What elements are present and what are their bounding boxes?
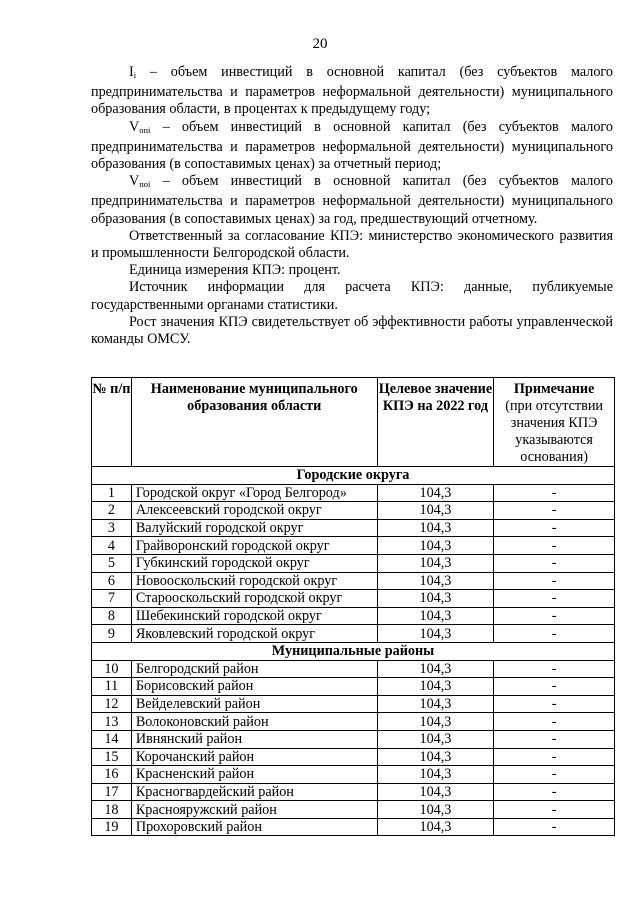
table-row (92, 818, 615, 836)
row-name: Грайворонский городской округ (131, 537, 377, 555)
row-number: 9 (92, 625, 132, 643)
row-note: - (494, 660, 615, 678)
row-number: 5 (92, 554, 132, 572)
header-note-text: (при отсутствии значения КПЭ указываются основания) (505, 398, 604, 465)
row-value: 104,3 (377, 713, 494, 731)
row-name: Вейделевский район (131, 695, 377, 713)
row-note: - (494, 678, 615, 696)
paragraph (91, 314, 613, 348)
row-value: 104,3 (377, 748, 494, 766)
row-name: Красногвардейский район (131, 783, 377, 801)
table-row (92, 678, 615, 696)
row-name: Корочанский район (131, 748, 377, 766)
row-name: Старооскольский городской округ (131, 590, 377, 608)
table-row (92, 766, 615, 784)
paragraph-text: – объем инвестиций в основной капитал (без субъектов малого предпринимательства и параметров неформальной деятельности) муниципального образования (в сопоставимых ценах) за отчетный период; (91, 118, 613, 173)
symbol-letter: I (129, 64, 134, 80)
row-note: - (494, 519, 615, 537)
table-row (92, 660, 615, 678)
kpe-table (91, 377, 615, 836)
header-num: № п/п (92, 378, 132, 467)
table-row (92, 537, 615, 555)
row-number: 16 (92, 766, 132, 784)
row-note: - (494, 625, 615, 643)
row-number: 10 (92, 660, 132, 678)
group-row (92, 642, 615, 660)
row-name: Волоконовский район (131, 713, 377, 731)
row-name: Борисовский район (131, 678, 377, 696)
row-note: - (494, 766, 615, 784)
row-name: Ивнянский район (131, 730, 377, 748)
row-name: Алексеевский городской округ (131, 502, 377, 520)
paragraph-text: – объем инвестиций в основной капитал (без субъектов малого предпринимательства и параметров неформальной деятельности) муниципального образования области, в процентах к предыдущему году; (91, 64, 613, 118)
paragraph (91, 119, 613, 174)
paragraph (91, 262, 613, 279)
row-note: - (494, 484, 615, 502)
row-number: 17 (92, 783, 132, 801)
row-number: 8 (92, 607, 132, 625)
row-value: 104,3 (377, 502, 494, 520)
row-note: - (494, 730, 615, 748)
row-number: 19 (92, 818, 132, 836)
paragraph (91, 173, 613, 228)
table-row (92, 695, 615, 713)
symbol-subscript: i (133, 70, 137, 80)
row-note: - (494, 818, 615, 836)
paragraph-text: – объем инвестиций в основной капитал (без субъектов малого предпринимательства и параметров неформальной деятельности) муниципального образования (в сопоставимых ценах) за год, предшествующий отчетному. (91, 173, 613, 227)
table-row (92, 519, 615, 537)
row-name: Прохоровский район (131, 818, 377, 836)
paragraph-text: Ответственный за согласование КПЭ: министерство экономического развития и промышленности Белгородской области. (91, 227, 613, 262)
row-note: - (494, 607, 615, 625)
formula-symbol (129, 173, 150, 189)
table-body (92, 467, 615, 836)
row-name: Красненский район (131, 766, 377, 784)
row-number: 15 (92, 748, 132, 766)
table-row (92, 572, 615, 590)
header-note (494, 378, 615, 467)
row-value: 104,3 (377, 678, 494, 696)
row-value: 104,3 (377, 607, 494, 625)
symbol-letter: V (129, 173, 140, 190)
row-value: 104,3 (377, 554, 494, 572)
table-row (92, 590, 615, 608)
row-name: Краснояружский район (131, 801, 377, 819)
row-name: Валуйский городской округ (131, 519, 377, 537)
row-value: 104,3 (377, 590, 494, 608)
group-title: Муниципальные районы (92, 642, 615, 660)
row-number: 12 (92, 695, 132, 713)
group-row (92, 467, 615, 485)
row-value: 104,3 (377, 572, 494, 590)
row-name: Яковлевский городской округ (131, 625, 377, 643)
paragraph (91, 228, 613, 262)
paragraph (91, 279, 613, 313)
row-value: 104,3 (377, 818, 494, 836)
row-note: - (494, 783, 615, 801)
table-row (92, 730, 615, 748)
table-row (92, 554, 615, 572)
row-value: 104,3 (377, 660, 494, 678)
row-number: 4 (92, 537, 132, 555)
row-number: 18 (92, 801, 132, 819)
table-row (92, 625, 615, 643)
row-name: Белгородский район (131, 660, 377, 678)
table-row (92, 801, 615, 819)
paragraph-text: Единица измерения КПЭ: процент. (129, 262, 341, 279)
row-note: - (494, 748, 615, 766)
row-number: 6 (92, 572, 132, 590)
row-number: 3 (92, 519, 132, 537)
table-row (92, 713, 615, 731)
body-text (91, 64, 613, 348)
row-value: 104,3 (377, 695, 494, 713)
row-value: 104,3 (377, 766, 494, 784)
table-row (92, 607, 615, 625)
row-value: 104,3 (377, 783, 494, 801)
row-value: 104,3 (377, 801, 494, 819)
row-note: - (494, 572, 615, 590)
row-value: 104,3 (377, 537, 494, 555)
row-note: - (494, 801, 615, 819)
table-row (92, 748, 615, 766)
header-name: Наименование муниципального образования области (131, 378, 377, 467)
table-row (92, 502, 615, 520)
row-number: 2 (92, 502, 132, 520)
row-name: Новооскольский городской округ (131, 572, 377, 590)
paragraph-text: Источник информации для расчета КПЭ: данные, публикуемые государственными органами статистики. (91, 279, 613, 313)
table-header-row (92, 378, 615, 467)
symbol-subscript: пoi (139, 179, 151, 190)
row-note: - (494, 502, 615, 520)
row-value: 104,3 (377, 484, 494, 502)
group-title: Городские округа (92, 467, 615, 485)
table-row (92, 484, 615, 502)
row-note: - (494, 713, 615, 731)
row-name: Шебекинский городской округ (131, 607, 377, 625)
row-value: 104,3 (377, 625, 494, 643)
row-number: 13 (92, 713, 132, 731)
row-number: 11 (92, 678, 132, 696)
symbol-letter: V (129, 118, 140, 135)
row-name: Городской округ «Город Белгород» (131, 484, 377, 502)
paragraph (91, 64, 613, 119)
row-note: - (494, 695, 615, 713)
header-target: Целевое значение КПЭ на 2022 год (377, 378, 494, 467)
row-number: 7 (92, 590, 132, 608)
table-row (92, 783, 615, 801)
row-name: Губкинский городской округ (131, 554, 377, 572)
symbol-subscript: oпi (139, 124, 151, 135)
row-value: 104,3 (377, 730, 494, 748)
formula-symbol (129, 119, 150, 135)
row-number: 1 (92, 484, 132, 502)
page-number: 20 (312, 36, 328, 52)
paragraph-text: Рост значения КПЭ свидетельствует об эффективности работы управленческой команды ОМСУ. (91, 313, 613, 348)
row-note: - (494, 554, 615, 572)
header-note-title: Примечание (513, 381, 595, 397)
row-value: 104,3 (377, 519, 494, 537)
row-number: 14 (92, 730, 132, 748)
row-note: - (494, 537, 615, 555)
row-note: - (494, 590, 615, 608)
